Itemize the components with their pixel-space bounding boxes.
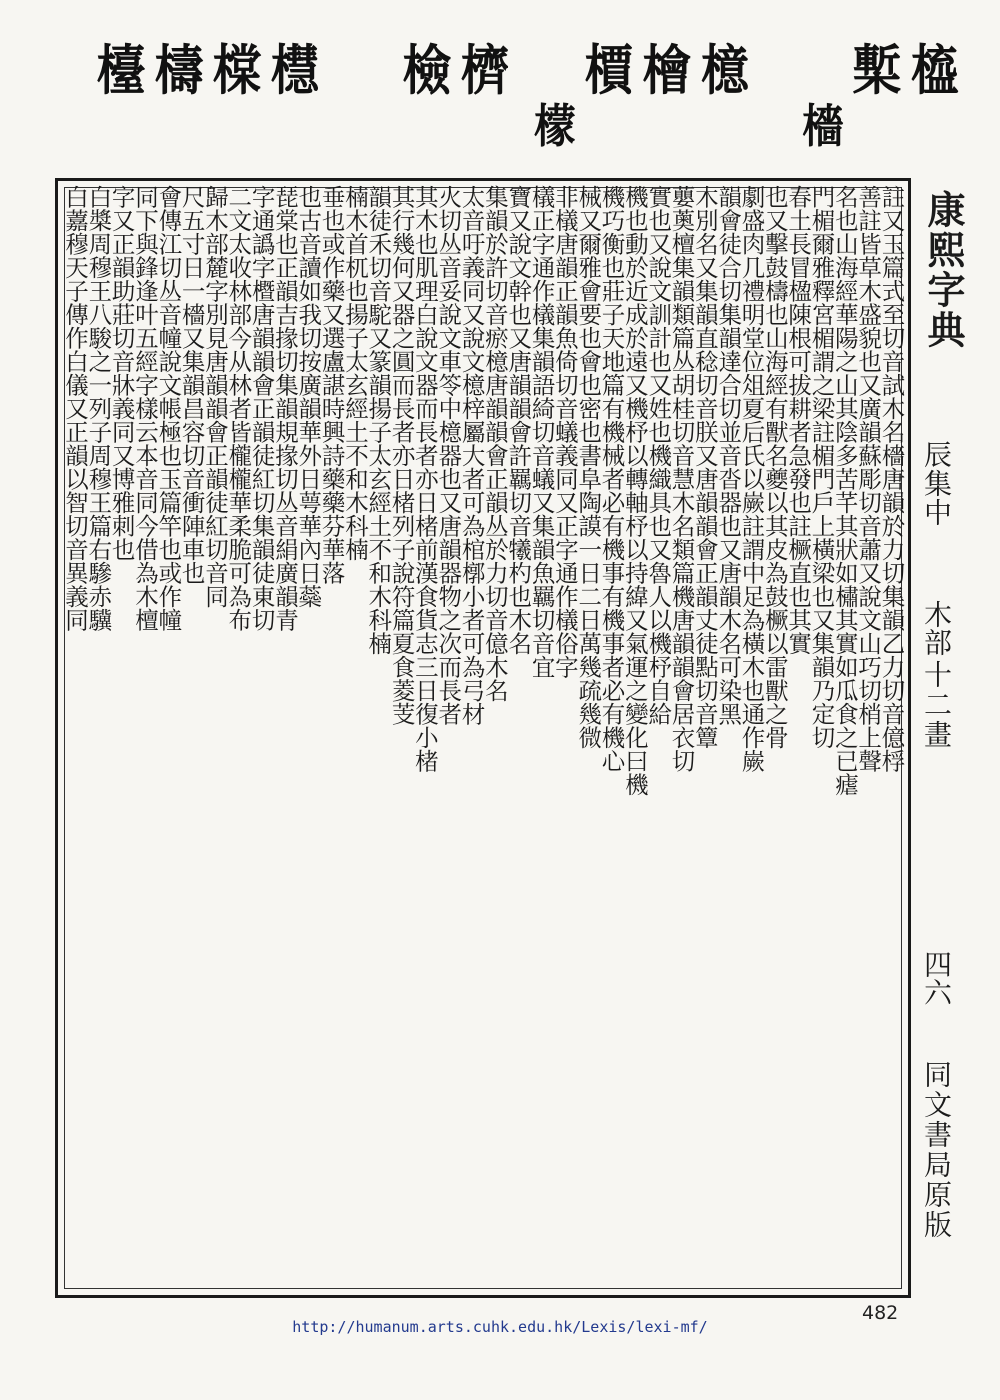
seal-glyph: 檮 [154, 38, 202, 102]
text-column: 韻徒禾切音駝又篆韻揚子太玄經土不和木科楠 [364, 185, 393, 655]
text-column: 寶又說文幹也又唐韻韻會許羈切音犧杓也木名 [504, 185, 533, 655]
text-column: 實也又說文訓計也又姓也機織具也又魯人以機杼自給 [644, 185, 673, 726]
seal-script-header [40, 40, 960, 180]
seal-group-left [94, 40, 320, 180]
text-column: 註又玉篇式至切音試木名檣唐韻於力切集韻乙力切音億桴 [877, 185, 906, 773]
page-label: 四六 [920, 950, 953, 1006]
publisher-label: 同文書局原版 [920, 1060, 953, 1240]
seal-glyph: 櫅 [460, 38, 508, 102]
text-column: 集韻於許切音瘀檍唐韻韻會正韻丛於力切音億木名 [480, 185, 509, 702]
seal-glyph: 櫘 [270, 38, 318, 102]
text-column: 檥正字通作檥集韻語綺切音蟻又集韻魚羈切音宜 [527, 185, 556, 679]
text-column: 垂也或作藥又選盧諶時興詩藥藥芬華落 [317, 185, 346, 585]
source-url-link[interactable]: http://humanum.arts.cuhk.edu.hk/Lexis/lexi-mf/ [292, 1318, 708, 1336]
text-column: 尺五寸日一檣又集韻昌容切音衝陣車也 [177, 185, 206, 585]
text-column: 二文太收林部今从林者皆櫳櫳華柔脆可為布 [224, 185, 253, 632]
text-column: 韻會徒合切集韻達合切並音沓器也又唐韻木名可染黑 [714, 185, 743, 726]
text-column: 火切丛音妥說文車笭中檍器也又唐韻器物之次而長者 [434, 185, 463, 726]
text-column: 白䕒穆天子傳作白儀又正韻以智切音異義同 [61, 185, 89, 632]
text-column: 歸木部麓字別見唐韻韻會正韻徒紅切音同 [200, 185, 229, 608]
seal-glyph: 橖 [212, 38, 260, 102]
seal-group-mid [400, 40, 510, 180]
section-label: 辰集中 [920, 440, 953, 527]
text-column: 白槳周穆王八駿之一列子周穆王篇右驂赤驥 [84, 185, 113, 632]
text-columns [58, 181, 908, 1295]
text-column: 其行幾何又器之圓而長者亦日楮列子說符篇夏食菱芰 [387, 185, 416, 726]
seal-glyph: 檢 [402, 38, 450, 102]
text-column: 字通譌字櫭唐韻韻會正韻徒紅切集韻徒東切 [247, 185, 276, 632]
text-column: 非檥唐韻正韻魚倚切音蟻義同又正字通作檥俗字 [550, 185, 579, 679]
seal-glyph: 檍 [700, 38, 748, 102]
text-column: 春土長冒楹陳根可拔耕者急發也註橛直也其實 [784, 185, 813, 655]
seal-glyph: 檜 [642, 38, 690, 102]
text-column: 善註皆草木盛貌也又廣韻蘇彫切音蕭又說文山巧切梢上聲 [854, 185, 883, 773]
text-column: 機也動於近成於遠又機杼以轉軸杼以持緯又氣運之變化曰機 [620, 185, 649, 796]
text-column: 劇盛肉几禮明堂位俎夏后氏以嶡註謂中足為橫木也通作嶡 [737, 185, 766, 773]
text-column: 也又擊鼓檮也山海經有獸名夔以其皮為鼓橛以雷獸之骨 [760, 185, 789, 749]
text-column: 其木也肌理白說文器而長者亦日楮前漢食貨志三日復小楮 [410, 185, 439, 773]
seal-group-mid-right [532, 40, 750, 180]
text-column: 字又正韻助莊切音牀義同又博雅刺也 [107, 185, 136, 561]
seal-glyph: 檬 [534, 99, 574, 153]
text-column: 機巧衡也莊子天地篇有機械者必有機事有機事者必有機心 [597, 185, 626, 773]
book-title: 康熙字典 [921, 190, 966, 350]
seal-glyph: 檯 [96, 38, 144, 102]
seal-glyph: 橀 [910, 38, 958, 102]
dictionary-text-frame [55, 178, 911, 1298]
stroke-count-label: 十二畫 [920, 660, 953, 750]
seal-glyph: 檟 [584, 38, 632, 102]
text-column: 太音吁義同又說文檍梓屬大者可為棺槨小者可為弓材 [457, 185, 486, 726]
page-number: 482 [862, 1302, 899, 1324]
text-column: 門楣爾雅釋宮楣謂之梁註楣門戶上橫梁也又集韻乃定切 [807, 185, 836, 749]
running-header [912, 190, 966, 1300]
seal-group-right [800, 40, 960, 180]
seal-glyph: 檣 [802, 99, 842, 153]
text-column: 楠木首杌也揚子太玄經土不和木科楠 [340, 185, 369, 561]
text-column: 木別名又集韻直稔切音朕又唐韻韻會正韻丈徒點切音簟 [690, 185, 719, 749]
text-column: 蘡薁檀集韻類篇丛胡桂切音慧木名類篇機唐韻韻會居衣切 [667, 185, 696, 773]
text-column: 琵棠也正韻吉掾切集韻規掾切丛音絹廣韻青 [270, 185, 299, 632]
text-column: 同下與鋒逢叶五經字樣云本音同今借為木檀 [130, 185, 159, 632]
text-column: 也古音讀如我切按廣韻華外日萼華內日蘂 [294, 185, 323, 608]
text-column: 械又爾雅會要也會也密也書阜陶謨一日二日萬幾疏幾微 [574, 185, 603, 749]
seal-glyph: 槧 [852, 38, 900, 102]
text-column: 會傳江切丛音幢說文帳極也玉篇竿也或作幢 [154, 185, 183, 632]
text-column: 名也山海經華陽之山其陰多苦芊其狀如橚其實如瓜食之已瘧 [830, 185, 859, 796]
radical-label: 木部 [920, 600, 953, 656]
